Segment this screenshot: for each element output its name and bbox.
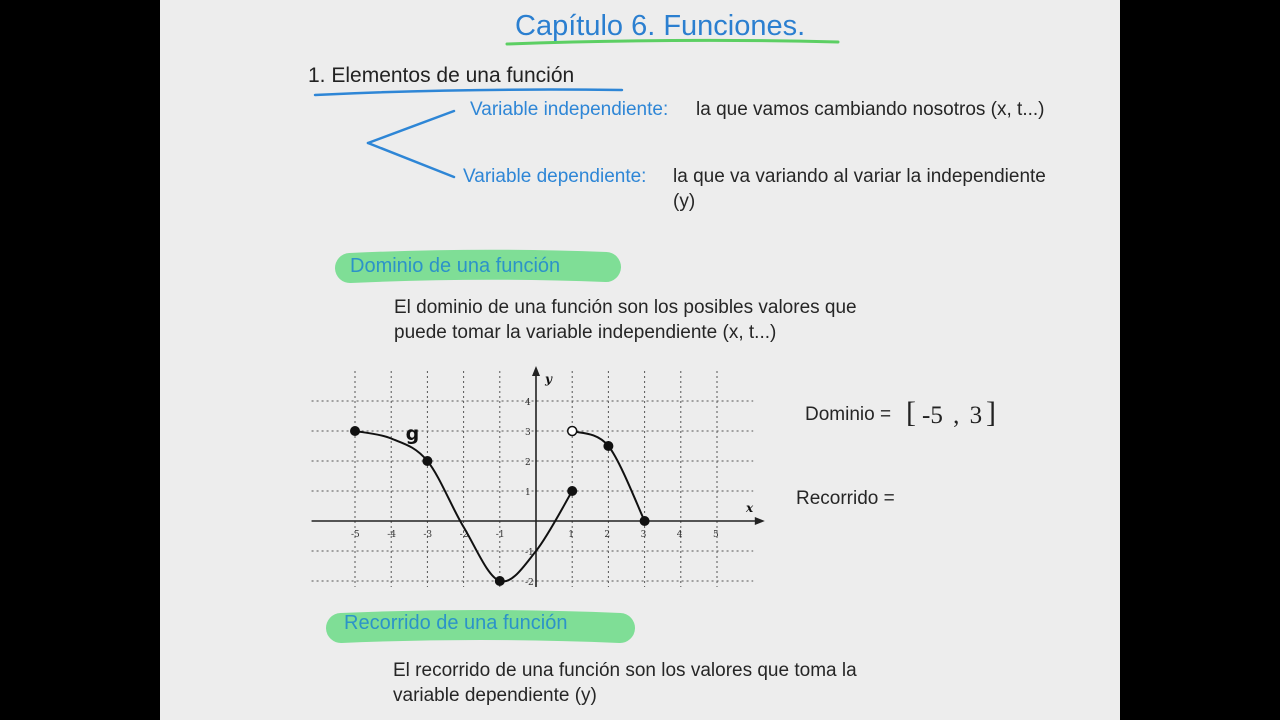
- section-heading-elementos: 1. Elementos de una función: [308, 64, 575, 87]
- closed-point: [350, 426, 360, 436]
- page-title: Capítulo 6. Funciones.: [515, 10, 806, 42]
- variable-independiente-label: Variable independiente:: [470, 99, 669, 120]
- recorrido-heading: Recorrido de una función: [344, 612, 568, 634]
- x-tick-label: 3: [640, 530, 647, 540]
- closed-point: [422, 456, 432, 466]
- y-axis-arrow: [532, 366, 540, 376]
- x-axis-label: x: [745, 501, 754, 515]
- open-point: [568, 427, 577, 436]
- y-tick-label: 2: [525, 458, 531, 468]
- x-tick-label: 4: [676, 530, 683, 540]
- recorrido-text-line1: El recorrido de una función son los valores que toma la: [393, 660, 857, 681]
- x-tick-label: -3: [423, 530, 433, 540]
- x-tick-label: 1: [568, 530, 574, 540]
- recorrido-equation-label: Recorrido =: [796, 488, 895, 509]
- variable-dependiente-desc-line2: (y): [673, 191, 696, 212]
- y-axis-label: y: [545, 372, 552, 386]
- closed-point: [567, 486, 577, 496]
- x-tick-label: -4: [387, 530, 396, 540]
- y-tick-label: -2: [525, 578, 534, 588]
- slide: [160, 0, 1120, 720]
- x-tick-label: -5: [351, 530, 360, 540]
- y-tick-label: 4: [525, 398, 531, 408]
- function-graph: [160, 0, 1120, 720]
- x-tick-label: -2: [459, 530, 469, 540]
- dominio-equation-label: Dominio =: [805, 404, 892, 425]
- x-tick-label: 5: [713, 530, 719, 540]
- dominio-text-line1: El dominio de una función son los posibles valores que: [394, 297, 857, 318]
- dominio-value: -5 , 3: [922, 402, 983, 429]
- y-tick-label: 1: [525, 488, 531, 498]
- x-tick-label: -1: [495, 530, 505, 540]
- y-tick-label: -1: [525, 548, 534, 558]
- closed-point: [495, 576, 505, 586]
- x-tick-label: 2: [604, 530, 611, 540]
- dominio-text-line2: puede tomar la variable independiente (x, t...): [394, 322, 777, 343]
- recorrido-text-line2: variable dependiente (y): [393, 685, 597, 706]
- x-axis-arrow: [755, 517, 765, 525]
- dominio-bracket-open: [: [906, 396, 916, 429]
- graph-axes: [312, 366, 765, 588]
- closed-point: [603, 441, 613, 451]
- dominio-bracket-close: ]: [986, 396, 996, 429]
- dominio-heading: Dominio de una función: [350, 255, 561, 277]
- y-tick-label: 3: [525, 428, 531, 438]
- variable-dependiente-desc-line1: la que va variando al variar la independiente: [673, 166, 1046, 187]
- function-label: g: [405, 423, 420, 445]
- closed-point: [640, 516, 650, 526]
- variable-dependiente-label: Variable dependiente:: [463, 166, 647, 187]
- variable-independiente-desc: la que vamos cambiando nosotros (x, t...): [696, 99, 1045, 120]
